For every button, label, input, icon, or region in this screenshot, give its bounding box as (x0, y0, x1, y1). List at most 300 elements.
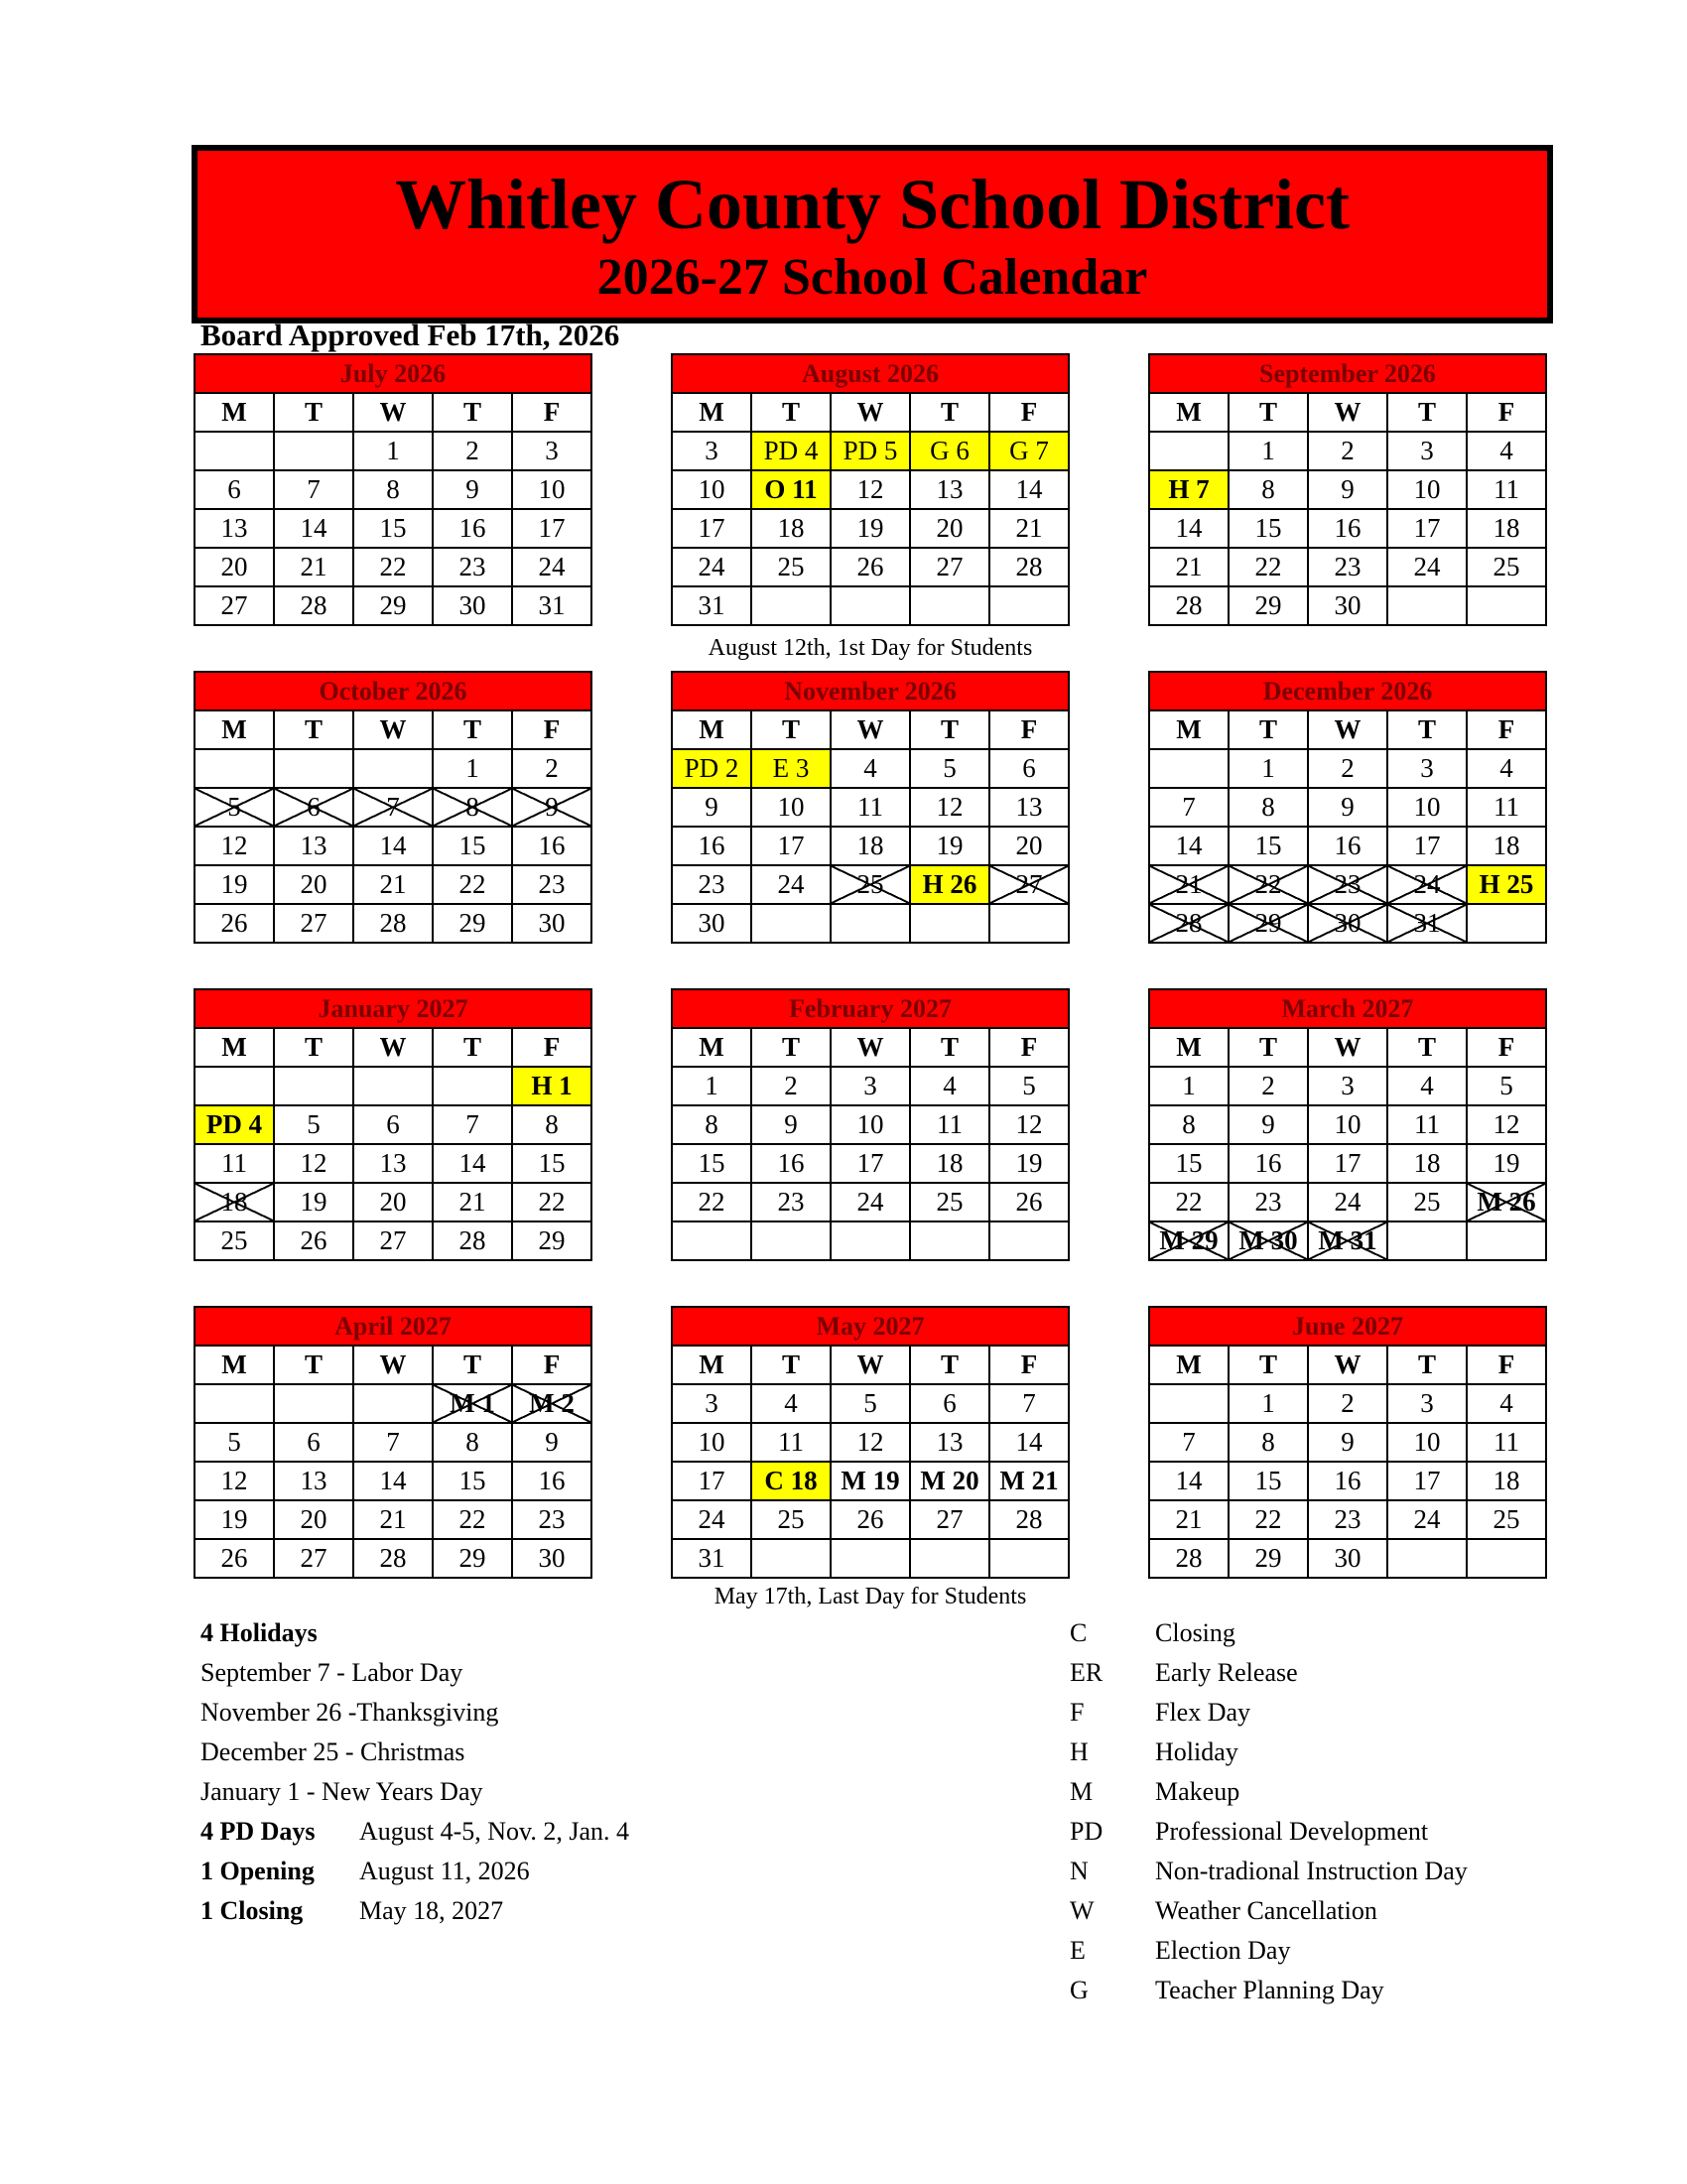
day-cell: 23 (1229, 1183, 1308, 1221)
day-cell: 28 (433, 1221, 512, 1260)
day-cell: 30 (1308, 1539, 1387, 1578)
week-row (195, 749, 591, 788)
day-cell: 2 (433, 432, 512, 470)
day-cell: 20 (195, 548, 274, 586)
empty-day-cell (989, 586, 1069, 625)
day-cell: 16 (1229, 1144, 1308, 1183)
empty-day-cell (910, 586, 989, 625)
day-cell: PD 4 (751, 432, 831, 470)
week-row (195, 1105, 591, 1144)
day-cell: 19 (1467, 1144, 1546, 1183)
day-cell: 16 (751, 1144, 831, 1183)
day-cell: 29 (1229, 904, 1308, 943)
day-cell: 9 (1229, 1105, 1308, 1144)
day-cell: 3 (512, 432, 591, 470)
day-cell: 23 (672, 865, 751, 904)
week-row (672, 586, 1069, 625)
legend-label: Non-tradional Instruction Day (1155, 1857, 1468, 1885)
empty-day-cell (1387, 1221, 1467, 1260)
week-row (195, 586, 591, 625)
day-cell: 3 (672, 432, 751, 470)
day-cell: 10 (831, 1105, 910, 1144)
day-cell: 29 (1229, 1539, 1308, 1578)
closing-value: May 18, 2027 (359, 1896, 504, 1925)
month-name: July 2026 (195, 354, 591, 393)
legend-code: C (1070, 1618, 1088, 1647)
weekday-header: T (1387, 393, 1467, 432)
weekday-header: T (751, 1346, 831, 1384)
empty-day-cell (910, 1221, 989, 1260)
weekday-header: T (910, 1028, 989, 1067)
empty-day-cell (910, 1539, 989, 1578)
month-name: April 2027 (195, 1307, 591, 1346)
empty-day-cell (195, 1384, 274, 1423)
day-cell: 6 (910, 1384, 989, 1423)
day-cell: 3 (1387, 1384, 1467, 1423)
day-cell: 3 (1387, 432, 1467, 470)
week-row (1149, 1183, 1546, 1221)
day-cell: 18 (195, 1183, 274, 1221)
week-row (672, 904, 1069, 943)
weekday-header: T (910, 393, 989, 432)
week-row (195, 904, 591, 943)
day-cell: 30 (672, 904, 751, 943)
day-cell: 25 (195, 1221, 274, 1260)
empty-day-cell (195, 432, 274, 470)
day-cell: 30 (1308, 586, 1387, 625)
weekday-header: F (512, 710, 591, 749)
day-cell: 1 (1149, 1067, 1229, 1105)
day-cell: 18 (1387, 1144, 1467, 1183)
day-cell: 27 (274, 904, 353, 943)
week-row (195, 1500, 591, 1539)
day-cell: 30 (433, 586, 512, 625)
weekday-header: M (672, 710, 751, 749)
day-cell: 27 (910, 548, 989, 586)
day-cell: 14 (353, 1462, 433, 1500)
weekday-header: T (910, 710, 989, 749)
day-cell: 23 (433, 548, 512, 586)
day-cell: M 2 (512, 1384, 591, 1423)
weekday-header: T (1229, 710, 1308, 749)
day-cell: 28 (353, 1539, 433, 1578)
day-cell: M 26 (1467, 1183, 1546, 1221)
week-row (672, 548, 1069, 586)
day-cell: 25 (1467, 1500, 1546, 1539)
weekday-header: T (433, 710, 512, 749)
week-row (195, 865, 591, 904)
week-row (1149, 865, 1546, 904)
day-cell: 14 (1149, 827, 1229, 865)
weekday-header: T (274, 1028, 353, 1067)
day-cell: 14 (353, 827, 433, 865)
day-cell: 16 (1308, 1462, 1387, 1500)
week-row (672, 1067, 1069, 1105)
week-row (672, 865, 1069, 904)
day-cell: 28 (353, 904, 433, 943)
weekday-header: T (433, 1028, 512, 1067)
opening-value: August 11, 2026 (359, 1857, 530, 1885)
weekday-header: F (1467, 1028, 1546, 1067)
day-cell: 13 (195, 509, 274, 548)
week-row (672, 827, 1069, 865)
day-cell: 11 (1387, 1105, 1467, 1144)
day-cell: 4 (751, 1384, 831, 1423)
day-cell: 6 (353, 1105, 433, 1144)
legend-code: M (1070, 1777, 1094, 1806)
empty-day-cell (1467, 586, 1546, 625)
day-cell: 17 (672, 509, 751, 548)
week-row (672, 1183, 1069, 1221)
weekday-header: W (353, 1346, 433, 1384)
week-row (195, 1384, 591, 1423)
week-row (195, 788, 591, 827)
week-row (1149, 1067, 1546, 1105)
empty-day-cell (195, 1067, 274, 1105)
week-row (195, 1423, 591, 1462)
week-row (1149, 586, 1546, 625)
week-row (672, 1221, 1069, 1260)
day-cell: 9 (512, 1423, 591, 1462)
week-row (195, 1539, 591, 1578)
day-cell: 24 (831, 1183, 910, 1221)
day-cell: 12 (910, 788, 989, 827)
day-cell: 29 (353, 586, 433, 625)
weekday-header: F (989, 1028, 1069, 1067)
day-cell: 8 (512, 1105, 591, 1144)
weekday-header: T (910, 1346, 989, 1384)
day-cell: 15 (433, 1462, 512, 1500)
month-calendar (194, 1306, 592, 1579)
weekday-header: F (1467, 710, 1546, 749)
day-cell: 30 (512, 1539, 591, 1578)
day-cell: 22 (433, 1500, 512, 1539)
day-cell: H 25 (1467, 865, 1546, 904)
day-cell: 14 (274, 509, 353, 548)
day-cell: 9 (751, 1105, 831, 1144)
day-cell: 25 (1467, 548, 1546, 586)
day-cell: 27 (910, 1500, 989, 1539)
day-cell: 11 (1467, 1423, 1546, 1462)
day-cell: 5 (1467, 1067, 1546, 1105)
day-cell: 8 (353, 470, 433, 509)
day-cell: 27 (353, 1221, 433, 1260)
weekday-header: M (1149, 710, 1229, 749)
day-cell: 19 (989, 1144, 1069, 1183)
day-cell: 17 (1387, 827, 1467, 865)
day-cell: 1 (672, 1067, 751, 1105)
week-row (1149, 1144, 1546, 1183)
legend-code: H (1070, 1737, 1089, 1766)
day-cell: 10 (751, 788, 831, 827)
empty-day-cell (1149, 1384, 1229, 1423)
day-cell: 17 (512, 509, 591, 548)
calendar-subtitle: 2026-27 School Calendar (596, 249, 1148, 306)
day-cell: O 11 (751, 470, 831, 509)
week-row (195, 827, 591, 865)
empty-day-cell (433, 1067, 512, 1105)
day-cell: 27 (195, 586, 274, 625)
weekday-header: F (989, 710, 1069, 749)
day-cell: 24 (1387, 548, 1467, 586)
legend-code: E (1070, 1936, 1086, 1965)
day-cell: 17 (751, 827, 831, 865)
week-row (1149, 1500, 1546, 1539)
weekday-header: M (1149, 393, 1229, 432)
weekday-header: W (1308, 1346, 1387, 1384)
day-cell: PD 4 (195, 1105, 274, 1144)
week-row (195, 1067, 591, 1105)
empty-day-cell (1387, 1539, 1467, 1578)
legend-label: Makeup (1155, 1777, 1240, 1806)
month-calendar (671, 1306, 1070, 1579)
day-cell: 22 (1229, 865, 1308, 904)
day-cell: 22 (1229, 1500, 1308, 1539)
week-row (672, 432, 1069, 470)
empty-day-cell (831, 586, 910, 625)
day-cell: 12 (195, 1462, 274, 1500)
day-cell: 7 (274, 470, 353, 509)
weekday-header: T (751, 710, 831, 749)
day-cell: 10 (1387, 1423, 1467, 1462)
day-cell: 23 (1308, 865, 1387, 904)
holiday-item: November 26 -Thanksgiving (200, 1698, 499, 1727)
day-cell: 9 (1308, 1423, 1387, 1462)
day-cell: 4 (1467, 432, 1546, 470)
day-cell: 5 (274, 1105, 353, 1144)
week-row (672, 1539, 1069, 1578)
week-row (672, 788, 1069, 827)
weekday-header: W (1308, 710, 1387, 749)
week-row (1149, 1384, 1546, 1423)
empty-day-cell (910, 904, 989, 943)
day-cell: 18 (1467, 1462, 1546, 1500)
legend-label: Weather Cancellation (1155, 1896, 1377, 1925)
month-name: December 2026 (1149, 672, 1546, 710)
empty-day-cell (353, 1067, 433, 1105)
day-cell: 12 (1467, 1105, 1546, 1144)
month-name: May 2027 (672, 1307, 1069, 1346)
day-cell: G 6 (910, 432, 989, 470)
empty-day-cell (353, 749, 433, 788)
day-cell: 7 (353, 1423, 433, 1462)
day-cell: 16 (672, 827, 751, 865)
weekday-header: M (195, 393, 274, 432)
day-cell: 2 (1308, 749, 1387, 788)
weekday-header: W (353, 393, 433, 432)
day-cell: 29 (433, 904, 512, 943)
month-calendar (1148, 671, 1547, 944)
weekday-header: M (195, 1346, 274, 1384)
day-cell: 24 (751, 865, 831, 904)
first-day-note: August 12th, 1st Day for Students (708, 635, 1033, 661)
day-cell: 22 (433, 865, 512, 904)
day-cell: 8 (433, 1423, 512, 1462)
week-row (672, 1423, 1069, 1462)
week-row (672, 470, 1069, 509)
day-cell: 3 (831, 1067, 910, 1105)
day-cell: 17 (1387, 509, 1467, 548)
weekday-header: T (274, 1346, 353, 1384)
day-cell: 15 (1229, 509, 1308, 548)
day-cell: 10 (672, 470, 751, 509)
day-cell: 26 (195, 1539, 274, 1578)
day-cell: 11 (831, 788, 910, 827)
day-cell: 24 (1387, 1500, 1467, 1539)
weekday-header: T (751, 393, 831, 432)
day-cell: 21 (353, 1500, 433, 1539)
day-cell: 13 (274, 1462, 353, 1500)
holidays-heading: 4 Holidays (200, 1618, 318, 1647)
legend-label: Flex Day (1155, 1698, 1251, 1727)
day-cell: 9 (1308, 470, 1387, 509)
day-cell: 13 (353, 1144, 433, 1183)
empty-day-cell (989, 904, 1069, 943)
week-row (1149, 1423, 1546, 1462)
day-cell: 15 (1149, 1144, 1229, 1183)
empty-day-cell (831, 904, 910, 943)
day-cell: 7 (353, 788, 433, 827)
day-cell: 22 (353, 548, 433, 586)
week-row (195, 1144, 591, 1183)
pd-days-value: August 4-5, Nov. 2, Jan. 4 (359, 1817, 630, 1846)
day-cell: 25 (751, 548, 831, 586)
day-cell: 10 (1387, 470, 1467, 509)
weekday-header: T (1229, 393, 1308, 432)
day-cell: 8 (1149, 1105, 1229, 1144)
day-cell: 16 (1308, 827, 1387, 865)
day-cell: 2 (751, 1067, 831, 1105)
day-cell: 10 (1308, 1105, 1387, 1144)
weekday-header: W (353, 1028, 433, 1067)
legend-code: ER (1070, 1658, 1103, 1687)
day-cell: 20 (274, 1500, 353, 1539)
weekday-header: M (672, 1346, 751, 1384)
month-calendar (194, 671, 592, 944)
day-cell: 1 (1229, 1384, 1308, 1423)
day-cell: 12 (989, 1105, 1069, 1144)
weekday-header: F (989, 393, 1069, 432)
month-name: February 2027 (672, 989, 1069, 1028)
day-cell: 11 (910, 1105, 989, 1144)
day-cell: 13 (910, 470, 989, 509)
day-cell: 17 (831, 1144, 910, 1183)
weekday-header: W (831, 710, 910, 749)
day-cell: 3 (672, 1384, 751, 1423)
day-cell: 10 (672, 1423, 751, 1462)
day-cell: 29 (512, 1221, 591, 1260)
day-cell: 5 (989, 1067, 1069, 1105)
day-cell: 10 (512, 470, 591, 509)
day-cell: 24 (1308, 1183, 1387, 1221)
day-cell: 21 (353, 865, 433, 904)
legend-label: Closing (1155, 1618, 1235, 1647)
day-cell: 4 (831, 749, 910, 788)
day-cell: 5 (831, 1384, 910, 1423)
week-row (1149, 827, 1546, 865)
day-cell: 10 (1387, 788, 1467, 827)
weekday-header: T (274, 710, 353, 749)
day-cell: 1 (353, 432, 433, 470)
day-cell: H 7 (1149, 470, 1229, 509)
day-cell: 2 (1229, 1067, 1308, 1105)
day-cell: 1 (1229, 432, 1308, 470)
weekday-header: W (1308, 393, 1387, 432)
day-cell: PD 5 (831, 432, 910, 470)
day-cell: 5 (910, 749, 989, 788)
week-row (1149, 432, 1546, 470)
weekday-header: F (512, 1028, 591, 1067)
empty-day-cell (751, 1539, 831, 1578)
day-cell: 27 (274, 1539, 353, 1578)
day-cell: 21 (989, 509, 1069, 548)
weekday-header: T (1387, 1028, 1467, 1067)
day-cell: 8 (672, 1105, 751, 1144)
weekday-header: W (831, 1028, 910, 1067)
weekday-header: F (512, 393, 591, 432)
day-cell: 28 (989, 548, 1069, 586)
day-cell: 31 (512, 586, 591, 625)
day-cell: 30 (1308, 904, 1387, 943)
day-cell: 15 (512, 1144, 591, 1183)
closing-label: 1 Closing (200, 1896, 304, 1925)
legend-label: Holiday (1155, 1737, 1238, 1766)
day-cell: 20 (274, 865, 353, 904)
day-cell: 15 (1229, 1462, 1308, 1500)
day-cell: 6 (274, 1423, 353, 1462)
empty-day-cell (989, 1539, 1069, 1578)
day-cell: 26 (989, 1183, 1069, 1221)
day-cell: 20 (910, 509, 989, 548)
day-cell: 20 (353, 1183, 433, 1221)
empty-day-cell (274, 432, 353, 470)
week-row (195, 548, 591, 586)
day-cell: 15 (672, 1144, 751, 1183)
day-cell: 19 (831, 509, 910, 548)
day-cell: 17 (1387, 1462, 1467, 1500)
week-row (672, 1105, 1069, 1144)
day-cell: 25 (910, 1183, 989, 1221)
day-cell: 12 (831, 470, 910, 509)
holiday-item: January 1 - New Years Day (200, 1777, 483, 1806)
day-cell: M 1 (433, 1384, 512, 1423)
holiday-item: December 25 - Christmas (200, 1737, 465, 1766)
week-row (1149, 788, 1546, 827)
day-cell: 26 (831, 548, 910, 586)
day-cell: 21 (433, 1183, 512, 1221)
day-cell: 19 (274, 1183, 353, 1221)
day-cell: 24 (1387, 865, 1467, 904)
day-cell: 7 (1149, 1423, 1229, 1462)
day-cell: 9 (672, 788, 751, 827)
weekday-header: W (1308, 1028, 1387, 1067)
month-name: September 2026 (1149, 354, 1546, 393)
day-cell: 16 (1308, 509, 1387, 548)
month-calendar (1148, 988, 1547, 1261)
empty-day-cell (353, 1384, 433, 1423)
day-cell: 13 (989, 788, 1069, 827)
day-cell: 31 (1387, 904, 1467, 943)
weekday-header: W (831, 393, 910, 432)
day-cell: 7 (1149, 788, 1229, 827)
day-cell: 28 (1149, 904, 1229, 943)
day-cell: 2 (512, 749, 591, 788)
day-cell: 1 (433, 749, 512, 788)
day-cell: 14 (989, 1423, 1069, 1462)
day-cell: 16 (512, 1462, 591, 1500)
day-cell: M 30 (1229, 1221, 1308, 1260)
weekday-header: T (274, 393, 353, 432)
